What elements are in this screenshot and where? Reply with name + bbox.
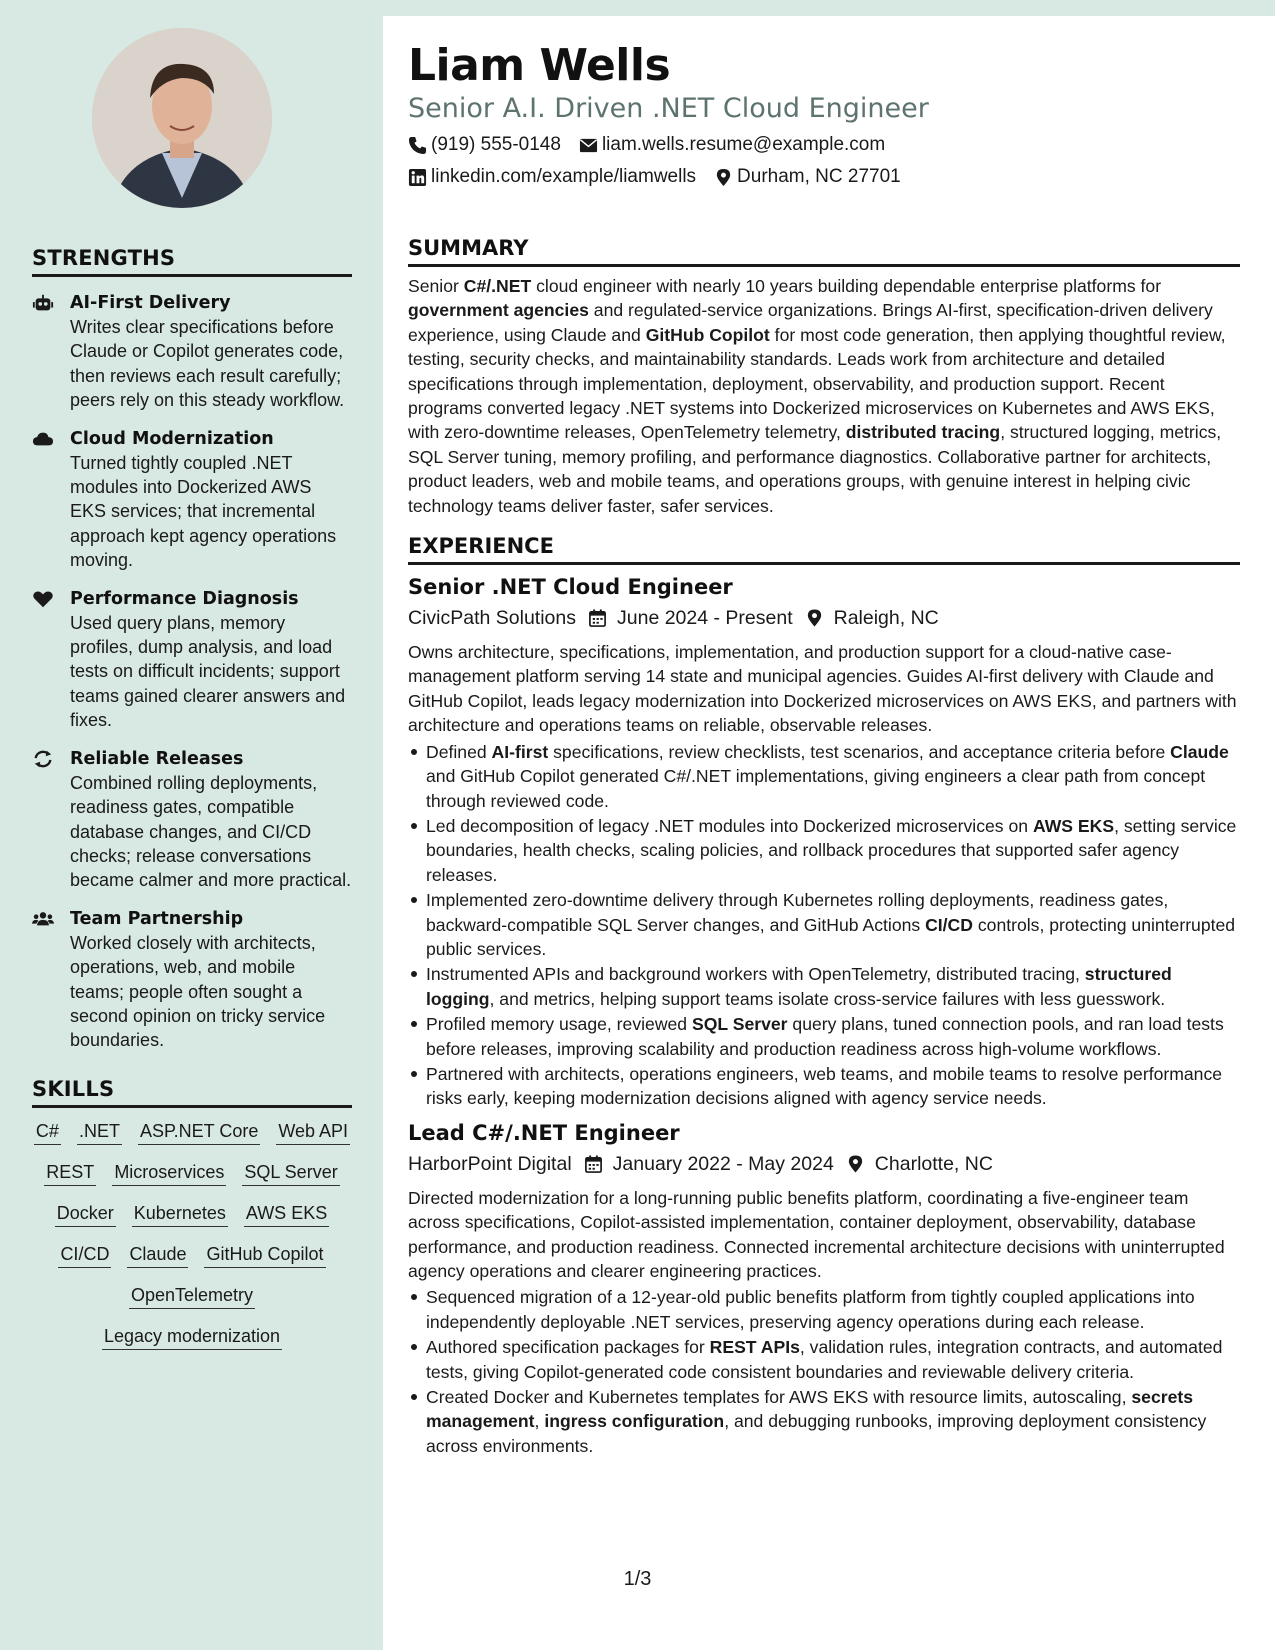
job-summary: Owns architecture, specifications, implementation, and production support for a cloud-native case-management platform serving 14 state and municipal agencies. Guides AI-first delivery with Claude and GitHub Copilot, leads legacy modernization into Dockerized microservices on AWS EKS, and partners with architecture and operations teams on reliable, observable releases. [408, 642, 1237, 736]
strength-desc: Combined rolling deployments, readiness gates, compatible database changes, and CI/CD checks; release conversations became calmer and more practical. [70, 772, 352, 891]
job-dates [588, 603, 793, 633]
users-icon [32, 907, 70, 1053]
job-location-text: Charlotte, NC [874, 1152, 993, 1175]
experience-heading: EXPERIENCE [408, 534, 1240, 565]
email-text: liam.wells.resume@example.com [601, 134, 886, 155]
strength-desc: Turned tightly coupled .NET modules into Dockerized AWS EKS services; that incremental approach kept agency operations moving. [70, 452, 337, 571]
linkedin-text: linkedin.com/example/liamwells [431, 166, 697, 187]
job-location [805, 603, 939, 633]
page-number [0, 1568, 1275, 1591]
company: CivicPath Solutions [408, 607, 576, 630]
skill-tag: GitHub Copilot [204, 1241, 325, 1268]
job-bullet: Sequenced migration of a 12-year-old public benefits platform from tightly coupled applications into independently deployable .NET services, preserving agency operations during each release. [426, 1285, 1240, 1334]
strength-item [32, 747, 352, 893]
strength-title: Performance Diagnosis [70, 588, 299, 609]
strength-desc: Worked closely with architects, operations, web, and mobile teams; people often sought a second opinion on tricky service boundaries. [70, 932, 326, 1051]
sync-icon [32, 747, 70, 893]
calendar-icon [584, 1154, 603, 1174]
calendar-icon [588, 608, 607, 628]
skill-tag: CI/CD [58, 1241, 111, 1268]
strength-title: Team Partnership [70, 908, 244, 929]
job-bullet: Instrumented APIs and background workers with OpenTelemetry, distributed tracing, structured logging, and metrics, helping support teams isolate cross-service failures with less guesswork. [426, 962, 1240, 1011]
phone-contact[interactable] [408, 130, 561, 160]
strength-title: Reliable Releases [70, 748, 244, 769]
location-contact [714, 162, 901, 192]
job-bullet: Authored specification packages for REST APIs, validation rules, integration contracts, and automated tests, giving Copilot-generated code consistent boundaries and reviewable delivery criteria. [426, 1335, 1240, 1384]
summary-text: Senior C#/.NET cloud engineer with nearly 10 years building dependable enterprise platforms for government agencies and regulated-service organizations. Brings AI-first, specification-driven delivery experience, using Claude and GitHub Copilot for most code generation, then applying thoughtful review, testing, security checks, and maintainability standards. Leads work from architecture and detailed specifications through implementation, deployment, observability, and production support. Recent programs converted legacy .NET systems into Dockerized microservices on Kubernetes and AWS EKS, with zero-downtime releases, OpenTelemetry telemetry, distributed tracing, structured logging, metrics, SQL Server tuning, memory profiling, and performance diagnostics. Collaborative partner for architects, product leaders, web and mobile teams, and operations groups, with genuine interest in helping civic technology teams deliver faster, safer services. [408, 276, 1226, 516]
job-location [846, 1149, 993, 1179]
sidebar [0, 0, 383, 1650]
skills-list [32, 1118, 352, 1350]
skill-tag: OpenTelemetry [129, 1282, 255, 1309]
skill-tag: C# [34, 1118, 61, 1145]
strength-title: AI-First Delivery [70, 293, 231, 313]
phone-text: (919) 555-0148 [431, 134, 561, 155]
candidate-role: Senior A.I. Driven .NET Cloud Engineer [408, 93, 929, 124]
candidate-name: Liam Wells [408, 40, 671, 91]
linkedin-contact[interactable] [408, 162, 696, 192]
map-pin-icon [714, 168, 733, 187]
skill-tag: Kubernetes [132, 1200, 228, 1227]
job-entry [408, 573, 1240, 1111]
job-title: Lead C#/.NET Engineer [408, 1120, 680, 1145]
contact-row [408, 130, 1240, 160]
skill-tag: Web API [276, 1118, 350, 1145]
job-bullets [408, 740, 1240, 1111]
strength-desc: Used query plans, memory profiles, dump analysis, and load tests on difficult incidents; support teams gained clearer answers and fixes. [70, 612, 346, 731]
job-bullet: Defined AI-first specifications, review checklists, test scenarios, and acceptance criteria before Claude and GitHub Copilot generated C#/.NET implementations, giving engineers a clear path from concept through reviewed code. [426, 740, 1240, 813]
job-bullets [408, 1285, 1240, 1458]
location-text: Durham, NC 27701 [737, 166, 901, 187]
phone-icon [408, 136, 427, 155]
job-bullet: Profiled memory usage, reviewed SQL Server query plans, tuned connection pools, and ran load tests before releases, improving scalability and production readiness across high-volume workflows. [426, 1012, 1240, 1061]
email-contact[interactable] [579, 130, 885, 160]
strength-item [32, 907, 352, 1053]
robot-icon [32, 291, 70, 413]
job-meta [408, 1149, 1240, 1179]
skill-tag: Microservices [112, 1159, 226, 1186]
skill-tag: Legacy modernization [102, 1323, 282, 1350]
strength-item [32, 291, 352, 413]
job-dates [584, 1149, 834, 1179]
skill-tag: .NET [77, 1118, 122, 1145]
heart-icon [32, 587, 70, 733]
strength-desc: Writes clear specifications before Claude or Copilot generates code, then reviews each result carefully; peers rely on this steady workflow. [70, 317, 345, 411]
cloud-icon [32, 427, 70, 573]
linkedin-icon [408, 168, 427, 187]
company: HarborPoint Digital [408, 1152, 572, 1175]
skill-tag: SQL Server [242, 1159, 339, 1186]
skill-tag: REST [44, 1159, 96, 1186]
job-dates-text: June 2024 - Present [617, 607, 793, 630]
strength-item [32, 587, 352, 733]
map-pin-icon [805, 608, 824, 628]
skill-tag: ASP.NET Core [138, 1118, 260, 1145]
skill-tag: AWS EKS [244, 1200, 329, 1227]
job-bullet: Implemented zero-downtime delivery through Kubernetes rolling deployments, readiness gates, backward-compatible SQL Server changes, and GitHub Actions CI/CD controls, protecting uninterrupted public services. [426, 888, 1240, 961]
skill-tag: Docker [55, 1200, 116, 1227]
strength-title: Cloud Modernization [70, 428, 274, 449]
job-title: Senior .NET Cloud Engineer [408, 575, 733, 600]
avatar [92, 28, 272, 208]
map-pin-icon [846, 1154, 865, 1174]
skills-heading: SKILLS [32, 1077, 352, 1108]
job-bullet: Partnered with architects, operations engineers, web teams, and mobile teams to resolve performance risks early, keeping modernization decisions aligned with agency service needs. [426, 1062, 1240, 1111]
job-bullet: Created Docker and Kubernetes templates for AWS EKS with resource limits, autoscaling, secrets management, ingress configuration, and debugging runbooks, improving deployment consistency across environments. [426, 1385, 1240, 1458]
job-entry [408, 1119, 1240, 1458]
page-number-text: 1/3 [623, 1568, 652, 1590]
strengths-heading: STRENGTHS [32, 246, 352, 277]
strength-item [32, 427, 352, 573]
job-location-text: Raleigh, NC [833, 607, 939, 630]
main-content [408, 40, 1240, 1458]
job-summary: Directed modernization for a long-running public benefits platform, coordinating a five-engineer team across specifications, Copilot-assisted implementation, container deployment, observability, database performance, and production readiness. Connected incremental architecture decisions with uninterrupted agency operations and clearer engineering practices. [408, 1187, 1225, 1281]
envelope-icon [579, 136, 598, 155]
job-meta [408, 603, 1240, 633]
contact-row [408, 162, 1240, 192]
summary-heading: SUMMARY [408, 236, 1240, 267]
job-dates-text: January 2022 - May 2024 [612, 1152, 834, 1175]
job-bullet: Led decomposition of legacy .NET modules into Dockerized microservices on AWS EKS, setting service boundaries, health checks, scaling policies, and rollback procedures that supported safer agency releases. [426, 814, 1240, 887]
skill-tag: Claude [127, 1241, 188, 1268]
